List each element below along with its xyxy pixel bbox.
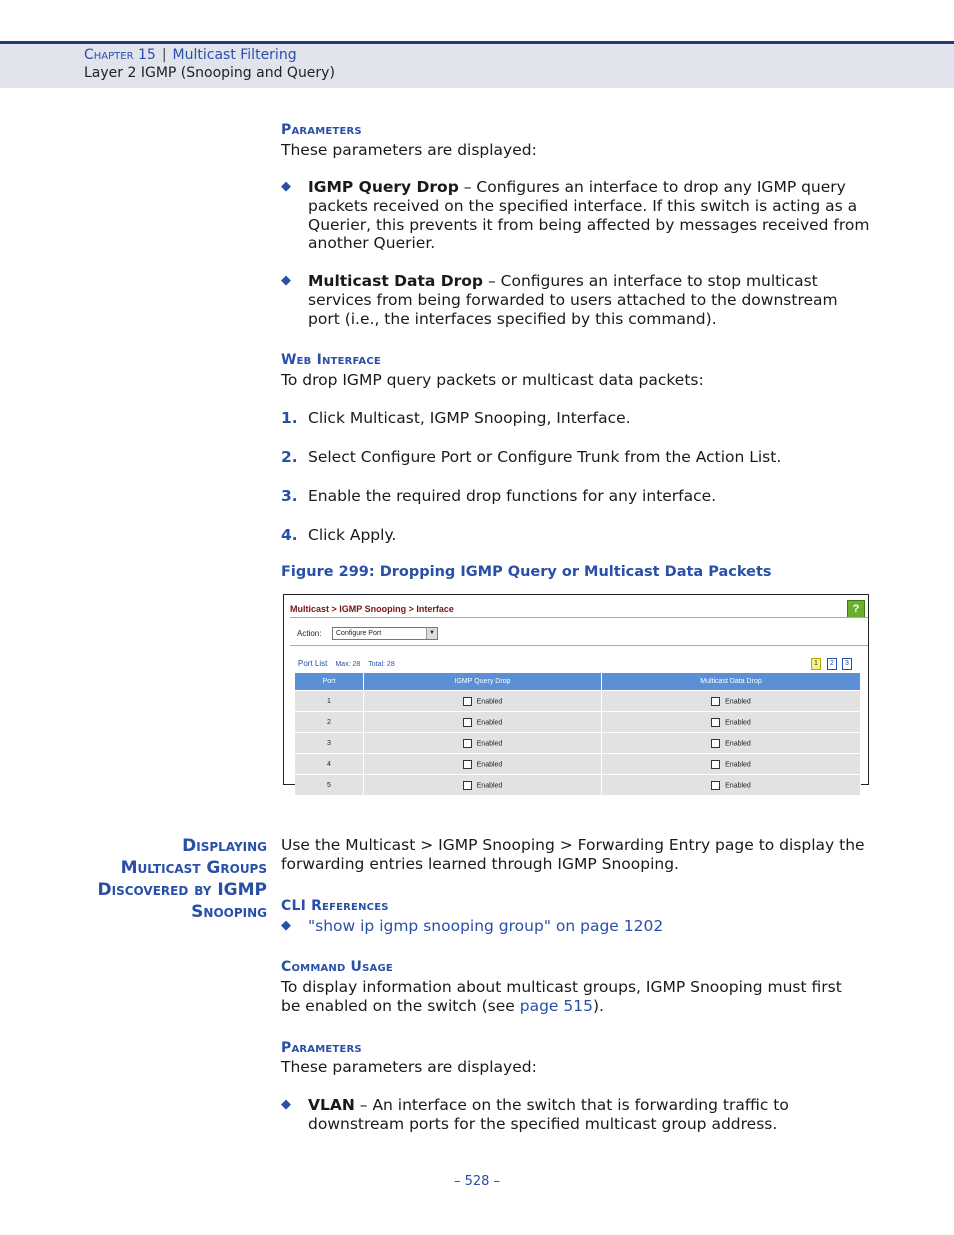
page-button-2[interactable]: 2 [827, 658, 837, 670]
column-header: Port [295, 673, 364, 691]
enabled-label: Enabled [476, 781, 503, 789]
enabled-label: Enabled [725, 760, 751, 768]
step-2 [281, 448, 781, 466]
bullet-term: VLAN [308, 1096, 355, 1114]
bullet-text: port (i.e., the interfaces specified by this command). [308, 309, 717, 328]
step-3 [281, 487, 716, 505]
step-text: Click Apply. [308, 526, 397, 544]
step-number: 3. [281, 487, 298, 505]
cli-reference-item [281, 917, 871, 936]
step-text: Enable the required drop functions for any interface. [308, 487, 717, 505]
data-drop-cell [602, 754, 861, 775]
bullet-vlan [281, 1096, 871, 1134]
parameters-intro: These parameters are displayed: [281, 141, 537, 159]
bullet-igmp-query-drop [281, 178, 871, 253]
query-drop-checkbox[interactable] [463, 781, 472, 790]
chapter-line [84, 47, 297, 63]
side-heading-line: Discovered by IGMP [97, 880, 267, 900]
step-4 [281, 526, 396, 544]
step-number: 1. [281, 409, 298, 427]
bullet-text: services from being forwarded to users attached to the downstream [308, 290, 838, 309]
enabled-label: Enabled [725, 718, 751, 726]
action-select[interactable] [332, 627, 438, 640]
intro-text: forwarding entries learned through IGMP Snooping. [281, 854, 679, 873]
query-drop-checkbox[interactable] [463, 739, 472, 748]
total-count: Total: 28 [368, 661, 395, 668]
enabled-label: Enabled [725, 781, 751, 789]
table-row [295, 733, 861, 754]
data-drop-checkbox[interactable] [711, 781, 720, 790]
bullet-text: – Configures an interface to stop multicast [483, 272, 818, 290]
command-usage-heading: Command Usage [281, 959, 393, 975]
table-row [295, 775, 861, 796]
table-row [295, 754, 861, 775]
port-list-header [298, 659, 395, 668]
port-table [295, 673, 861, 795]
query-drop-checkbox[interactable] [463, 718, 472, 727]
enabled-label: Enabled [476, 760, 503, 768]
data-drop-cell [602, 712, 861, 733]
usage-text: be enabled on the switch (see [281, 996, 520, 1015]
chevron-down-icon[interactable]: ▼ [426, 628, 437, 639]
column-header: Multicast Data Drop [602, 673, 861, 691]
cli-reference-link[interactable]: "show ip igmp snooping group" on page 1202 [308, 917, 664, 935]
side-heading [60, 835, 267, 923]
action-label: Action: [297, 629, 322, 638]
figure-caption: Figure 299: Dropping IGMP Query or Multicast Data Packets [281, 564, 772, 580]
bullet-term: IGMP Query Drop [308, 178, 459, 196]
bullet-text: – An interface on the switch that is forwarding traffic to [354, 1096, 789, 1114]
diamond-bullet-icon: ◆ [281, 179, 291, 194]
divider [290, 617, 868, 618]
parameters-intro-2: These parameters are displayed: [281, 1058, 537, 1076]
diamond-bullet-icon: ◆ [281, 918, 291, 933]
chapter-label: Chapter 15 [84, 47, 156, 63]
bullet-text: packets received on the specified interface. If this switch is acting as a [308, 196, 858, 215]
data-drop-checkbox[interactable] [711, 760, 720, 769]
bullet-term: Multicast Data Drop [308, 272, 484, 290]
bullet-text: – Configures an interface to drop any IGMP query [458, 178, 846, 196]
side-heading-line: Displaying [182, 836, 267, 856]
page-header [0, 41, 954, 88]
data-drop-checkbox[interactable] [711, 718, 720, 727]
command-usage-text [281, 978, 842, 1016]
enabled-label: Enabled [725, 739, 751, 747]
table-row [295, 691, 861, 712]
query-drop-cell [364, 754, 602, 775]
page-button-1[interactable]: 1 [811, 658, 821, 670]
diamond-bullet-icon: ◆ [281, 1097, 291, 1112]
step-1 [281, 409, 631, 427]
data-drop-checkbox[interactable] [711, 739, 720, 748]
bullet-text: another Querier. [308, 234, 436, 253]
usage-text: To display information about multicast groups, IGMP Snooping must first [281, 978, 842, 996]
max-count: Max: 28 [335, 661, 361, 668]
usage-text: ). [592, 996, 604, 1015]
query-drop-cell [364, 733, 602, 754]
step-number: 2. [281, 448, 298, 466]
separator: | [161, 47, 167, 63]
parameters-heading: Parameters [281, 122, 362, 138]
enabled-label: Enabled [476, 739, 503, 747]
enabled-label: Enabled [476, 718, 503, 726]
enabled-label: Enabled [476, 697, 503, 705]
diamond-bullet-icon: ◆ [281, 273, 291, 288]
chapter-title: Multicast Filtering [172, 47, 297, 63]
web-interface-intro: To drop IGMP query packets or multicast data packets: [281, 371, 704, 389]
data-drop-cell [602, 733, 861, 754]
bullet-text: downstream ports for the specified multicast group address. [308, 1114, 778, 1133]
port-cell: 2 [295, 712, 364, 733]
query-drop-cell [364, 712, 602, 733]
query-drop-checkbox[interactable] [463, 760, 472, 769]
page-button-3[interactable]: 3 [842, 658, 852, 670]
column-header: IGMP Query Drop [364, 673, 602, 691]
port-cell: 1 [295, 691, 364, 712]
divider [290, 645, 868, 646]
port-cell: 5 [295, 775, 364, 796]
step-text: Select Configure Port or Configure Trunk from the Action List. [308, 448, 782, 466]
data-drop-cell [602, 775, 861, 796]
section-intro [281, 836, 865, 874]
port-cell: 3 [295, 733, 364, 754]
section-title: Layer 2 IGMP (Snooping and Query) [84, 65, 335, 81]
intro-text: Use the Multicast > IGMP Snooping > Forwarding Entry page to display the [281, 836, 865, 854]
port-list-label: Port List [298, 659, 328, 668]
data-drop-checkbox[interactable] [711, 697, 720, 706]
parameters-heading-2: Parameters [281, 1040, 362, 1056]
side-heading-line: Snooping [191, 902, 267, 922]
step-text: Click Multicast, IGMP Snooping, Interface. [308, 409, 631, 427]
query-drop-checkbox[interactable] [463, 697, 472, 706]
page-number: – 528 – [453, 1174, 501, 1189]
breadcrumb: Multicast > IGMP Snooping > Interface [290, 604, 454, 614]
cli-references-heading: CLI References [281, 898, 389, 914]
figure-screenshot [283, 594, 869, 789]
side-heading-line: Multicast Groups [120, 858, 267, 878]
bullet-text: Querier, this prevents it from being affected by messages received from [308, 215, 870, 234]
data-drop-cell [602, 691, 861, 712]
help-icon[interactable]: ? [847, 600, 865, 618]
action-select-value: Configure Port [336, 630, 382, 637]
query-drop-cell [364, 775, 602, 796]
step-number: 4. [281, 526, 298, 544]
enabled-label: Enabled [725, 697, 751, 705]
port-cell: 4 [295, 754, 364, 775]
web-interface-heading: Web Interface [281, 352, 381, 368]
page-link[interactable]: page 515 [519, 996, 593, 1015]
bullet-multicast-data-drop [281, 272, 871, 328]
table-row [295, 712, 861, 733]
query-drop-cell [364, 691, 602, 712]
